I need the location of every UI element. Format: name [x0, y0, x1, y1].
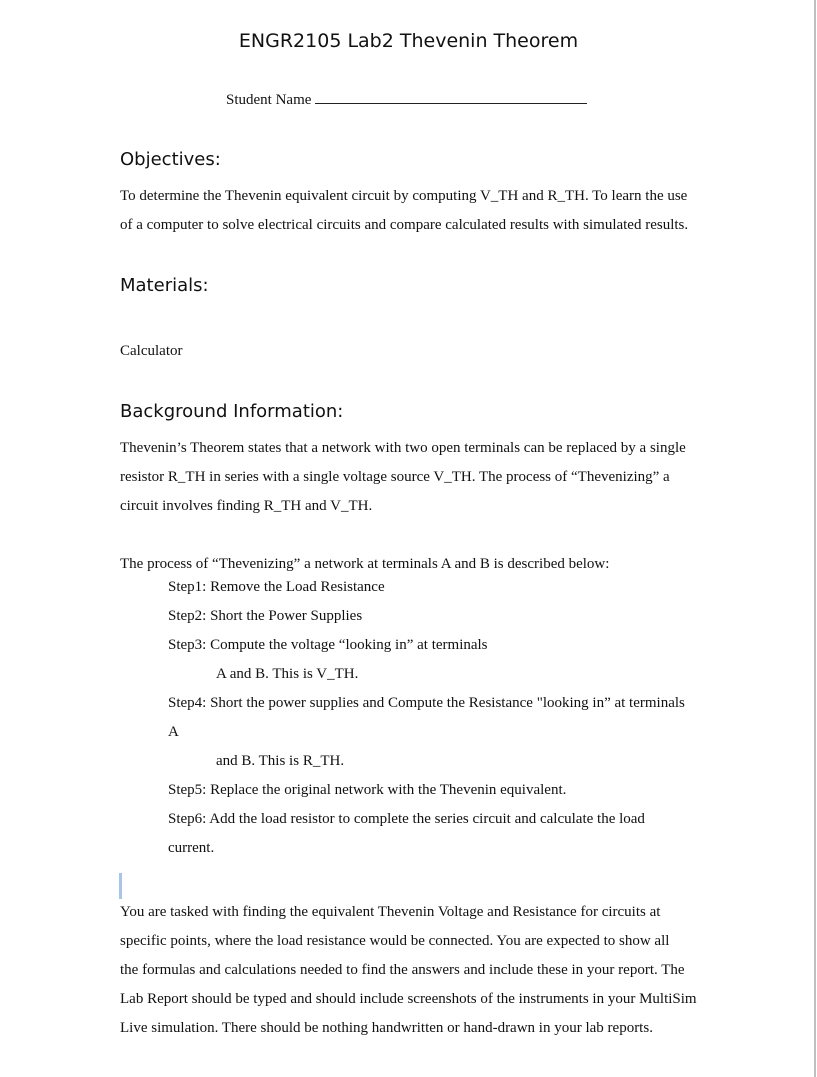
student-name-label: Student Name — [226, 92, 312, 108]
background-heading: Background Information: — [120, 401, 344, 422]
step-6: Step6: Add the load resistor to complete the series circuit and calculate the load — [168, 811, 645, 827]
task-paragraph — [120, 898, 710, 1043]
step-4-wrap: A — [168, 724, 179, 740]
objectives-line: To determine the Thevenin equivalent circuit by computing V_TH and R_TH. To learn the use — [120, 188, 688, 204]
step-3: Step3: Compute the voltage “looking in” at terminals — [168, 637, 488, 653]
task-line: specific points, where the load resistance would be connected. You are expected to show all — [120, 933, 670, 949]
step-2: Step2: Short the Power Supplies — [168, 608, 363, 624]
step-5: Step5: Replace the original network with the Thevenin equivalent. — [168, 782, 567, 798]
background-line: Thevenin’s Theorem states that a network with two open terminals can be replaced by a single — [120, 440, 686, 456]
step-4: Step4: Short the power supplies and Compute the Resistance "looking in” at terminals — [168, 695, 685, 711]
page-edge — [814, 0, 816, 1077]
step-1: Step1: Remove the Load Resistance — [168, 579, 385, 595]
objectives-heading: Objectives: — [120, 149, 221, 170]
background-line: circuit involves finding R_TH and V_TH. — [120, 498, 373, 514]
student-name-blank[interactable] — [315, 89, 587, 104]
background-intro — [120, 434, 710, 521]
objectives-paragraph — [120, 182, 710, 240]
step-6-continuation: current. — [168, 840, 215, 856]
task-line: Lab Report should be typed and should include screenshots of the instruments in your MultiSim — [120, 991, 697, 1007]
materials-heading: Materials: — [120, 275, 209, 296]
student-name-field[interactable] — [226, 89, 587, 109]
objectives-line: of a computer to solve electrical circuits and compare calculated results with simulated results. — [120, 217, 689, 233]
document-title: ENGR2105 Lab2 Thevenin Theorem — [238, 30, 579, 52]
task-line: Live simulation. There should be nothing handwritten or hand-drawn in your lab reports. — [120, 1020, 653, 1036]
process-intro: The process of “Thevenizing” a network at terminals A and B is described below: — [120, 556, 610, 572]
text-cursor-marker — [119, 873, 122, 899]
task-line: You are tasked with finding the equivalent Thevenin Voltage and Resistance for circuits at — [120, 904, 661, 920]
step-4-continuation: and B. This is R_TH. — [216, 753, 345, 769]
materials-item: Calculator — [120, 343, 183, 359]
step-3-continuation: A and B. This is V_TH. — [216, 666, 359, 682]
task-line: the formulas and calculations needed to find the answers and include these in your report. The — [120, 962, 685, 978]
background-line: resistor R_TH in series with a single voltage source V_TH. The process of “Thevenizing” a — [120, 469, 670, 485]
